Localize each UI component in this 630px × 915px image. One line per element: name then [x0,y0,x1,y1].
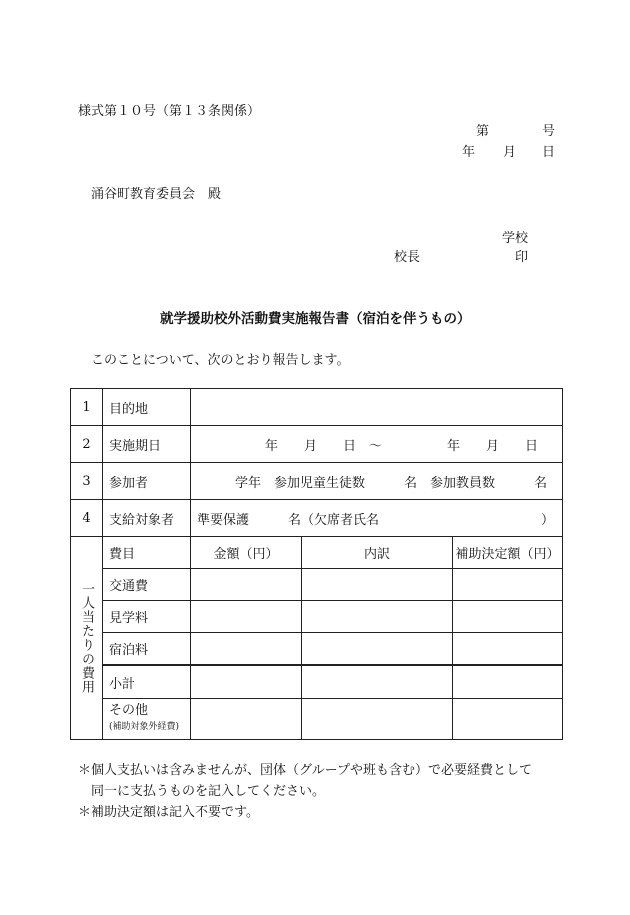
cost-side-label [71,537,103,740]
row-label: 実施期日 [103,426,191,463]
note-line: 同一に支払うものを記入してください。 [78,784,326,799]
row-number: 4 [71,500,103,537]
breakdown-field[interactable] [302,569,453,601]
form-number: 様式第１０号（第１３条関係） [78,104,261,119]
cost-row-admission [71,601,563,633]
subsidy-field[interactable] [453,569,563,601]
other-note: (補助対象外経費) [109,722,180,732]
row-label: 参加者 [103,463,191,500]
side-label-text: 一人当たりの費用 [79,582,94,694]
doc-number-dai: 第 [476,124,490,139]
cost-item-label: 交通費 [103,569,191,601]
cost-row-other [71,699,563,740]
cost-header-amount: 金額（円） [191,537,302,569]
row-number: 2 [71,426,103,463]
participants-field[interactable]: 学年 参加児童生徒数 名 参加教員数 名 [191,463,563,500]
cost-row-subtotal [71,665,563,699]
row-participants [71,463,563,500]
note-line: ＊個人支払いは含みませんが、団体（グループや班も含む）で必要経費として [78,763,532,778]
subsidy-field[interactable] [453,699,563,740]
cost-header-breakdown: 内訳 [302,537,453,569]
row-destination [71,389,563,426]
intro-text: このことについて、次のとおり報告します。 [91,353,350,368]
row-label: 目的地 [103,389,191,426]
sender-school: 学校 [502,231,529,246]
subsidy-field[interactable] [453,633,563,666]
cost-header-subsidy: 補助決定額（円） [453,537,563,569]
row-number: 1 [71,389,103,426]
seal-mark: 印 [515,250,529,265]
notes [78,760,532,823]
row-eligible [71,500,563,537]
amount-field[interactable] [191,601,302,633]
subsidy-field[interactable] [453,665,563,699]
breakdown-field[interactable] [302,699,453,740]
sender-principal: 校長 [394,250,421,265]
cost-row-transport [71,569,563,601]
amount-field[interactable] [191,569,302,601]
subsidy-field[interactable] [453,601,563,633]
breakdown-field[interactable] [302,601,453,633]
amount-field[interactable] [191,699,302,740]
other-label: その他 [109,703,149,718]
eligible-field[interactable] [191,500,563,537]
row-number: 3 [71,463,103,500]
breakdown-field[interactable] [302,665,453,699]
date-day: 日 [542,145,556,160]
amount-field[interactable] [191,665,302,699]
cost-header-row [71,537,563,569]
cost-header-item: 費目 [103,537,191,569]
cost-item-label: 小計 [103,665,191,699]
doc-number-gou: 号 [542,124,556,139]
date-month: 月 [503,145,517,160]
cost-item-label: 宿泊料 [103,633,191,666]
breakdown-field[interactable] [302,633,453,666]
report-table [70,388,563,740]
eligible-text: 準要保護 名（欠席者氏名 [197,512,380,528]
cost-item-label: 見学料 [103,601,191,633]
addressee: 涌谷町教育委員会 殿 [91,187,222,202]
page-title: 就学援助校外活動費実施報告書（宿泊を伴うもの） [160,311,471,327]
amount-field[interactable] [191,633,302,666]
date-year: 年 [462,145,476,160]
note-line: ＊補助決定額は記入不要です。 [78,805,259,820]
row-label: 支給対象者 [103,500,191,537]
other-label-cell [103,699,191,740]
destination-field[interactable] [191,389,563,426]
period-field[interactable]: 年 月 日 ～ 年 月 日 [191,426,563,463]
row-period [71,426,563,463]
eligible-close-paren: ） [541,512,555,528]
cost-row-lodging [71,633,563,666]
